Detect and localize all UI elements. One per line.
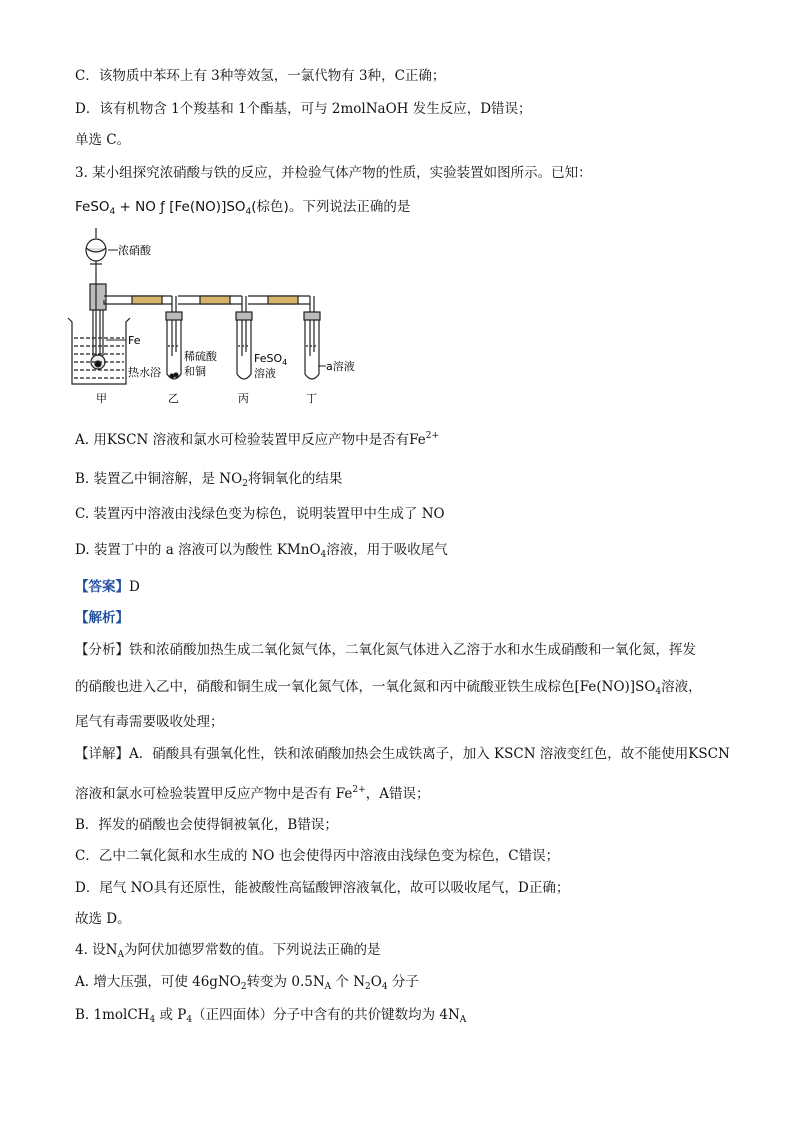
test-tube-ding xyxy=(304,312,320,379)
option-b xyxy=(75,469,342,494)
option-a-text: A. 用KSCN 溶液和氯水可检验装置甲反应产物中是否有Fe xyxy=(75,432,426,448)
beaker-hot-water-bath xyxy=(68,318,130,384)
question-3-equation xyxy=(75,197,410,222)
q4a-text: 分子 xyxy=(387,974,419,990)
fenxi-line-3: 尾气有毒需要吸收处理； xyxy=(75,714,224,730)
label-ding: 丁 xyxy=(306,392,317,405)
label-hot-water-bath: 热水浴 xyxy=(128,366,161,379)
label-bing: 丙 xyxy=(238,392,249,405)
subscript: 4 xyxy=(186,1015,193,1025)
q4a-text: 个 N xyxy=(331,974,366,990)
xiangjie-text: ，A错误； xyxy=(365,786,430,802)
label-feso4: FeSO$_4$ xyxy=(254,352,288,367)
answer-value: D xyxy=(129,579,140,595)
subscript: 2 xyxy=(242,479,248,489)
analysis-label: 【解析】 xyxy=(75,610,129,626)
subscript: 4 xyxy=(320,550,327,560)
xiangjie-text: 溶液和氯水可检验装置甲反应产物中是否有 Fe xyxy=(75,786,353,802)
xiangjie-text: A．硝酸具有强氧化性，铁和浓硝酸加热会生成铁离子，加入 KSCN 溶液变红色，故不能使用KSCN xyxy=(129,746,730,762)
xiangjie-line-6: 故选 D。 xyxy=(75,911,131,927)
answer-line xyxy=(75,577,140,597)
subscript: 4 xyxy=(381,982,388,992)
fenxi-line-2 xyxy=(75,677,702,702)
option-a xyxy=(75,426,439,450)
text-line-d-option: D．该有机物含 1个羧基和 1个酯基，可与 2molNaOH 发生反应，D错误； xyxy=(75,101,532,117)
answer-label: 【答案】 xyxy=(75,579,129,595)
option-b-text: B. 装置乙中铜溶解，是 NO xyxy=(75,471,243,487)
xiangjie-label: 【详解】 xyxy=(75,746,129,762)
q4a-text: 转变为 0.5N xyxy=(246,974,325,990)
fenxi-text: 的硝酸也进入乙中，硝酸和铜生成一氧化氮气体，一氧化氮和丙中硫酸亚铁生成棕色[Fe(NO)]SO xyxy=(75,679,656,695)
superscript: 2+ xyxy=(425,431,439,441)
q4a-text: A. 增大压强，可使 46gNO xyxy=(75,974,241,990)
xiangjie-line-4: C．乙中二氧化氮和水生成的 NO 也会使得丙中溶液由浅绿色变为棕色，C错误； xyxy=(75,848,560,864)
reaction-flask xyxy=(90,284,106,369)
text-line-single-choice: 单选 C。 xyxy=(75,132,131,148)
eq-part: FeSO xyxy=(75,199,110,215)
label-a-solution: a溶液 xyxy=(326,360,355,373)
fenxi-text: 溶液， xyxy=(661,679,702,695)
option-d-text: D. 装置丁中的 a 溶液可以为酸性 KMnO xyxy=(75,542,321,558)
separatory-funnel xyxy=(86,228,106,284)
label-concentrated-nitric-acid: 浓硝酸 xyxy=(118,244,151,257)
apparatus-diagram xyxy=(60,226,380,406)
q4b-text: （正四面体）分子中含有的共价键数均为 4N xyxy=(192,1007,460,1023)
subscript: A xyxy=(117,950,124,960)
eq-sub: 4 xyxy=(245,207,252,217)
superscript: 2+ xyxy=(352,785,366,795)
eq-sub: 4 xyxy=(109,207,116,217)
test-tube-yi xyxy=(166,312,182,379)
test-tube-bing xyxy=(236,312,252,379)
question-4-option-a xyxy=(75,972,419,997)
subscript: 4 xyxy=(655,687,662,697)
subscript: 2 xyxy=(365,982,371,992)
text-line-c-option: C．该物质中苯环上有 3种等效氢，一氯代物有 3种，C正确； xyxy=(75,68,446,84)
q4-text: 为阿伏加德罗常数的值。下列说法正确的是 xyxy=(123,942,381,958)
question-3-stem: 3. 某小组探究浓硝酸与铁的反应，并检验气体产物的性质，实验装置如图所示。已知： xyxy=(75,165,592,181)
subscript: A xyxy=(324,982,332,992)
label-solution: 溶液 xyxy=(254,367,276,380)
analysis-line xyxy=(75,608,129,628)
option-c: C. 装置丙中溶液由浅绿色变为棕色，说明装置甲中生成了 NO xyxy=(75,506,445,522)
xiangjie-line-5: D．尾气 NO具有还原性，能被酸性高锰酸钾溶液氧化，故可以吸收尾气，D正确； xyxy=(75,880,570,896)
fenxi-label: 【分析】 xyxy=(75,642,129,658)
eq-part: + NO ƒ [Fe(NO)]SO xyxy=(115,199,246,215)
delivery-tubes xyxy=(104,296,314,356)
label-fe: Fe xyxy=(128,334,141,347)
question-4-stem xyxy=(75,940,380,965)
xiangjie-line-2 xyxy=(75,780,429,804)
q4-text: 4. 设N xyxy=(75,942,118,958)
q4a-text: O xyxy=(370,974,382,990)
xiangjie-line-1 xyxy=(75,744,730,764)
fenxi-text: 铁和浓硝酸加热生成二氧化氮气体，二氧化氮气体进入乙溶于水和水生成硝酸和一氧化氮，挥发 xyxy=(129,642,696,658)
fenxi-line-1 xyxy=(75,640,696,660)
subscript: A xyxy=(459,1015,467,1025)
subscript: 4 xyxy=(149,1015,156,1025)
label-and-copper: 和铜 xyxy=(184,365,206,378)
label-jia: 甲 xyxy=(96,392,107,405)
option-d xyxy=(75,540,448,565)
eq-part: (棕色)。下列说法正确的是 xyxy=(251,199,411,215)
label-dilute-sulfuric-acid: 稀硫酸 xyxy=(184,350,217,363)
question-4-option-b xyxy=(75,1005,466,1030)
label-yi: 乙 xyxy=(168,392,179,405)
q4b-text: B. 1molCH xyxy=(75,1007,150,1023)
option-b-text: 将铜氧化的结果 xyxy=(247,471,343,487)
option-d-text: 溶液，用于吸收尾气 xyxy=(326,542,448,558)
q4b-text: 或 P xyxy=(155,1007,187,1023)
subscript: 2 xyxy=(240,982,247,992)
xiangjie-line-3: B．挥发的硝酸也会使得铜被氧化，B错误； xyxy=(75,817,338,833)
